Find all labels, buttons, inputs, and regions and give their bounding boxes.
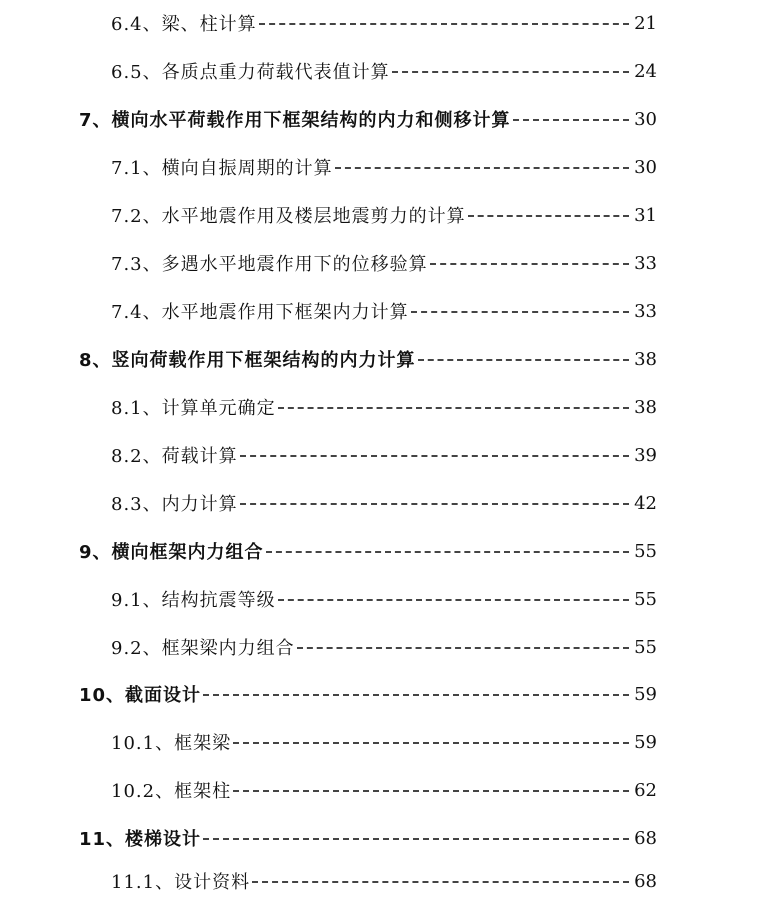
toc-entry-page: 30 xyxy=(634,108,657,130)
toc-entry-title: 8.1、计算单元确定 xyxy=(111,398,276,419)
toc-leader xyxy=(252,881,629,883)
toc-entry-title: 6.5、各质点重力荷载代表值计算 xyxy=(111,62,390,83)
toc-entry-10-1[interactable] xyxy=(0,727,780,757)
toc-entry-page: 59 xyxy=(634,683,657,705)
toc-entry-title: 10.2、框架柱 xyxy=(111,781,232,802)
toc-entry-title: 8.3、内力计算 xyxy=(111,494,238,515)
toc-leader xyxy=(203,838,629,840)
toc-entry-title: 7.1、横向自振周期的计算 xyxy=(111,158,333,179)
toc-leader xyxy=(259,23,629,25)
toc-leader xyxy=(278,599,629,601)
toc-entry-10[interactable] xyxy=(0,679,780,709)
toc-entry-9-2[interactable] xyxy=(0,632,780,662)
toc-entry-6-4[interactable] xyxy=(0,8,780,38)
toc-leader xyxy=(240,503,629,505)
toc-entry-page: 62 xyxy=(634,779,657,801)
toc-entry-page: 55 xyxy=(634,588,657,610)
toc-entry-page: 55 xyxy=(634,636,657,658)
toc-entry-title: 10.1、框架梁 xyxy=(111,733,232,754)
toc-leader xyxy=(513,119,629,121)
toc-entry-8-1[interactable] xyxy=(0,392,780,422)
toc-entry-11[interactable] xyxy=(0,823,780,853)
toc-entry-7-2[interactable] xyxy=(0,200,780,230)
toc-entry-title: 11、楼梯设计 xyxy=(79,829,202,850)
toc-leader xyxy=(266,551,629,553)
toc-leader xyxy=(418,359,629,361)
toc-leader xyxy=(203,694,629,696)
toc-entry-8-3[interactable] xyxy=(0,488,780,518)
toc-entry-title: 7、横向水平荷载作用下框架结构的内力和侧移计算 xyxy=(79,110,511,131)
toc-entry-title: 9、横向框架内力组合 xyxy=(79,542,264,563)
toc-entry-page: 33 xyxy=(634,252,657,274)
toc-leader xyxy=(430,263,629,265)
toc-leader xyxy=(278,407,629,409)
toc-entry-9-1[interactable] xyxy=(0,584,780,614)
toc-entry-title: 8.2、荷载计算 xyxy=(111,446,238,467)
toc-leader xyxy=(392,71,629,73)
toc-entry-page: 33 xyxy=(634,300,657,322)
toc-entry-title: 9.1、结构抗震等级 xyxy=(111,590,276,611)
toc-leader xyxy=(233,742,629,744)
toc-entry-8-2[interactable] xyxy=(0,440,780,470)
toc-entry-7-4[interactable] xyxy=(0,296,780,326)
toc-entry-page: 31 xyxy=(634,204,657,226)
toc-entry-page: 30 xyxy=(634,156,657,178)
toc-entry-title: 9.2、框架梁内力组合 xyxy=(111,638,295,659)
toc-entry-8[interactable] xyxy=(0,344,780,374)
toc-entry-page: 39 xyxy=(634,444,657,466)
toc-entry-9[interactable] xyxy=(0,536,780,566)
toc-entry-7-1[interactable] xyxy=(0,152,780,182)
toc-leader xyxy=(233,790,629,792)
toc-entry-page: 68 xyxy=(634,870,657,892)
toc-leader xyxy=(240,455,629,457)
toc-leader xyxy=(468,215,629,217)
toc-entry-page: 59 xyxy=(634,731,657,753)
toc-entry-6-5[interactable] xyxy=(0,56,780,86)
toc-leader xyxy=(297,647,629,649)
toc-entry-title: 8、竖向荷载作用下框架结构的内力计算 xyxy=(79,350,416,371)
toc-entry-10-2[interactable] xyxy=(0,775,780,805)
toc-entry-page: 24 xyxy=(634,60,657,82)
toc-entry-title: 7.3、多遇水平地震作用下的位移验算 xyxy=(111,254,428,275)
toc-entry-page: 38 xyxy=(634,348,657,370)
toc-entry-title: 10、截面设计 xyxy=(79,685,202,706)
toc-entry-title: 6.4、梁、柱计算 xyxy=(111,14,257,35)
toc-entry-11-1[interactable] xyxy=(0,866,780,896)
toc-entry-page: 42 xyxy=(634,492,657,514)
toc-entry-7[interactable] xyxy=(0,104,780,134)
toc-entry-page: 68 xyxy=(634,827,657,849)
toc-leader xyxy=(335,167,629,169)
toc-entry-page: 55 xyxy=(634,540,657,562)
toc-entry-title: 11.1、设计资料 xyxy=(111,872,251,893)
toc-entry-title: 7.2、水平地震作用及楼层地震剪力的计算 xyxy=(111,206,466,227)
toc-leader xyxy=(411,311,629,313)
toc-entry-page: 38 xyxy=(634,396,657,418)
toc-entry-title: 7.4、水平地震作用下框架内力计算 xyxy=(111,302,409,323)
toc-entry-page: 21 xyxy=(634,12,657,34)
toc-entry-7-3[interactable] xyxy=(0,248,780,278)
